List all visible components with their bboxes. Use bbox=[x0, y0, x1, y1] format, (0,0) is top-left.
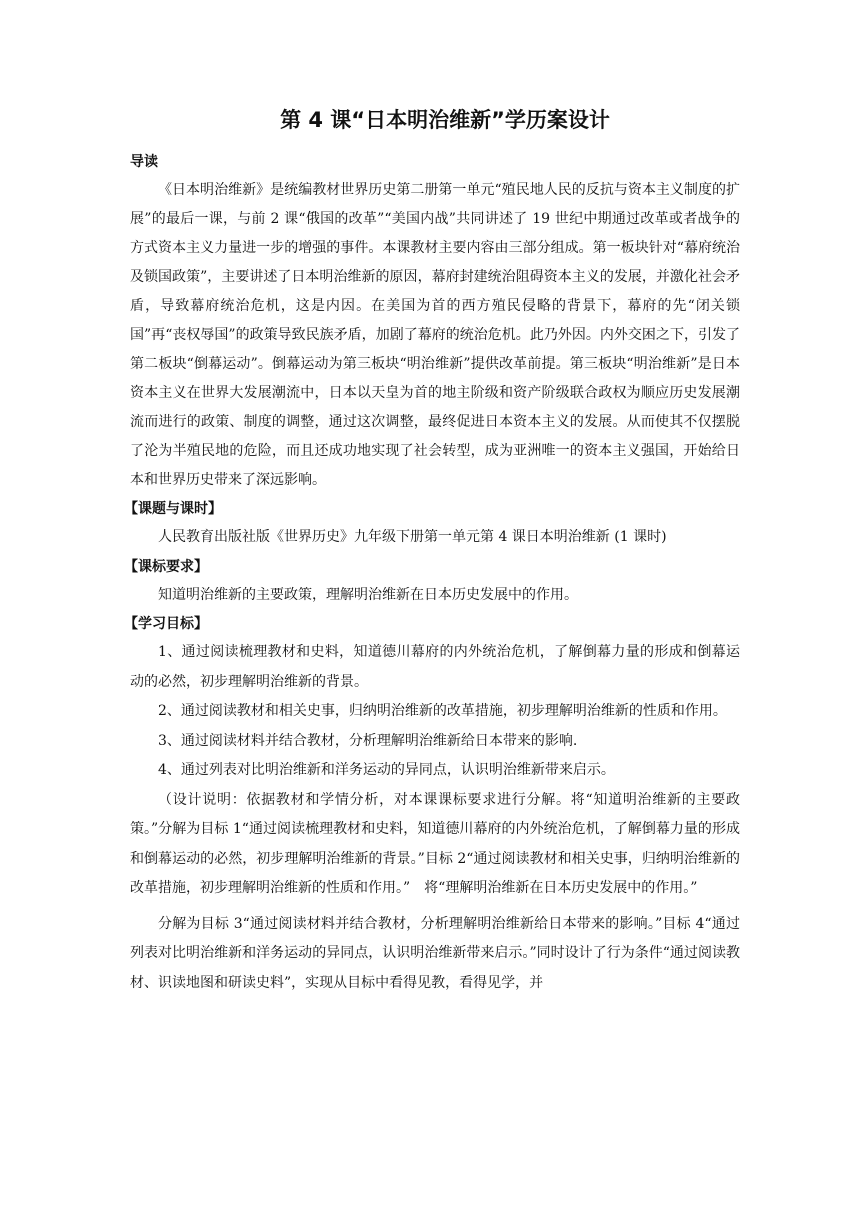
goal-item-4: 4、通过列表对比明治维新和洋务运动的异同点，认识明治维新带来启示。 bbox=[158, 762, 615, 778]
intro-heading: 导读 bbox=[130, 154, 158, 170]
standard-text: 知道明治维新的主要政策，理解明治维新在日本历史发展中的作用。 bbox=[158, 586, 578, 603]
goal-item-2: 2、通过阅读教材和相关史事，归纳明治维新的改革措施，初步理解明治维新的性质和作用。 bbox=[158, 703, 727, 719]
intro-paragraph: 《日本明治维新》是统编教材世界历史第二册第一单元“殖民地人民的反抗与资本主义制度的扩展”的最后一课，与前 2 课“俄国的改革”“美国内战”共同讲述了 19 世纪中期通过改革或者战争的方式资本主义力量进一步的增强的事件。本课教材主要内容由三部分组成。第一板块针对“幕府统治及锁国政策”，主要讲述了日本明治维新的原因，幕府封建统治阻碍资本主义的发展，并激化社会矛盾，导致幕府统治危机，这是内因。在美国为首的西方殖民侵略的背景下，幕府的先“闭关锁国”再“丧权辱国”的政策导致民族矛盾，加剧了幕府的统治危机。此乃外因。内外交困之下，引发了第二板块“倒幕运动”。倒幕运动为第三板块“明治维新”提供改革前提。第三板块“明治维新”是日本资本主义在世界大发展潮流中，日本以天皇为首的地主阶级和资产阶级联合政权为顺应历史发展潮流而进行的政策、制度的调整，通过这次调整，最终促进日本资本主义的发展。从而使其不仅摆脱了沦为半殖民地的危险，而且还成功地实现了社会转型，成为亚洲唯一的资本主义强国，开始给日本和世界历史带来了深远影响。 bbox=[130, 182, 740, 488]
lesson-text: 人民教育出版社版《世界历史》九年级下册第一单元第 4 课日本明治维新 (1 课时) bbox=[158, 529, 667, 545]
lesson-heading: 【课题与课时】 bbox=[124, 501, 222, 517]
goal-item-1: 1、通过阅读梳理教材和史料，知道德川幕府的内外统治危机，了解倒幕力量的形成和倒幕运动的必然，初步理解明治维新的背景。 bbox=[130, 644, 740, 690]
design-note-1: （设计说明：依据教材和学情分析，对本课课标要求进行分解。将“知道明治维新的主要政策。”分解为目标 1“通过阅读梳理教材和史料，知道德川幕府的内外统治危机，了解倒幕力量的形成和倒幕运动的必然，初步理解明治维新的背景。”目标 2“通过阅读教材和相关史事，归纳明治维新的改革措施，初步理解明治维新的性质和作用。” 将“理解明治维新在日本历史发展中的作用。” bbox=[130, 791, 740, 896]
goals-heading: 【学习目标】 bbox=[124, 616, 208, 632]
document-title: 第 4 课“日本明治维新”学历案设计 bbox=[280, 108, 610, 132]
goal-item-3: 3、通过阅读材料并结合教材，分析理解明治维新给日本带来的影响. bbox=[158, 732, 578, 749]
standard-heading: 【课标要求】 bbox=[124, 558, 208, 575]
design-note-2: 分解为目标 3“通过阅读材料并结合教材，分析理解明治维新给日本带来的影响。”目标 4“通过列表对比明治维新和洋务运动的异同点，认识明治维新带来启示。”同时设计了行为条件“通过阅读教材、识读地图和研读史料”，实现从目标中看得见教，看得见学，并 bbox=[130, 915, 740, 991]
